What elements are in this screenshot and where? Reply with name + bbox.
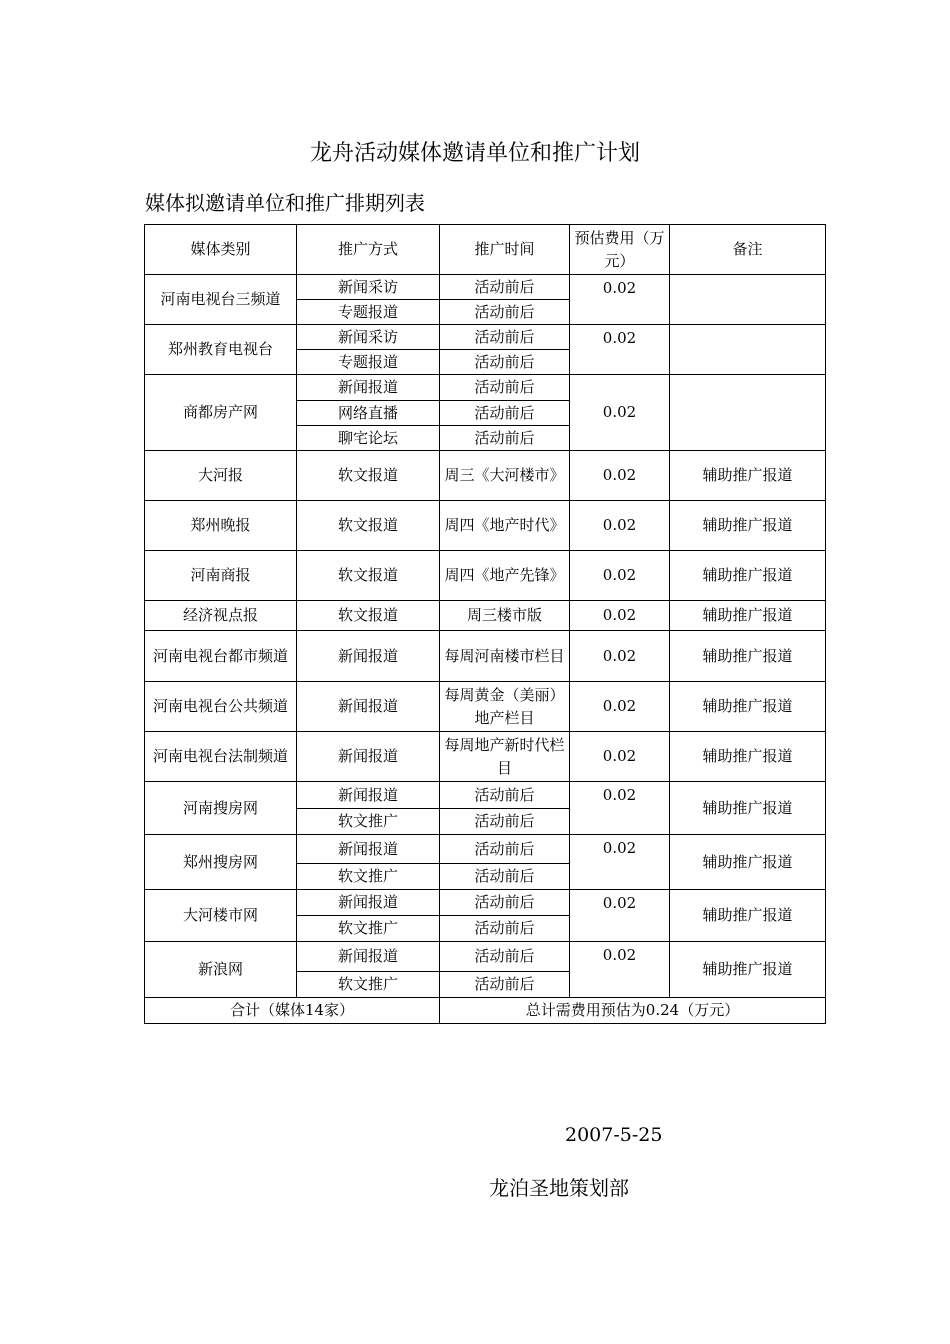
method-cell: 软文报道 xyxy=(297,601,440,631)
table-row xyxy=(145,942,826,972)
method-cell: 新闻报道 xyxy=(297,890,440,916)
table-row xyxy=(145,601,826,631)
department-signature: 龙泊圣地策划部 xyxy=(489,1176,629,1200)
media-name-cell: 经济视点报 xyxy=(145,601,297,631)
total-row xyxy=(145,998,826,1024)
table-row xyxy=(145,325,826,350)
note-cell xyxy=(670,275,826,325)
time-cell: 周三《大河楼市》 xyxy=(440,451,570,501)
time-cell: 活动前后 xyxy=(440,809,570,835)
cost-cell: 0.02 xyxy=(570,942,670,998)
time-cell: 活动前后 xyxy=(440,401,570,426)
method-cell: 新闻报道 xyxy=(297,942,440,972)
method-cell: 新闻报道 xyxy=(297,375,440,401)
note-cell: 辅助推广报道 xyxy=(670,835,826,890)
method-cell: 新闻报道 xyxy=(297,782,440,809)
table-row xyxy=(145,732,826,782)
note-cell: 辅助推广报道 xyxy=(670,501,826,551)
method-cell: 新闻报道 xyxy=(297,682,440,732)
header-note: 备注 xyxy=(670,225,826,275)
header-media-type: 媒体类别 xyxy=(145,225,297,275)
table-row xyxy=(145,890,826,916)
table-row xyxy=(145,275,826,300)
method-cell: 软文推广 xyxy=(297,864,440,890)
method-cell: 新闻报道 xyxy=(297,732,440,782)
time-cell: 活动前后 xyxy=(440,300,570,325)
time-cell: 周四《地产先锋》 xyxy=(440,551,570,601)
cost-cell: 0.02 xyxy=(570,551,670,601)
table-row xyxy=(145,375,826,401)
table-row xyxy=(145,782,826,809)
cost-cell: 0.02 xyxy=(570,601,670,631)
note-cell: 辅助推广报道 xyxy=(670,682,826,732)
method-cell: 软文推广 xyxy=(297,916,440,942)
cost-cell: 0.02 xyxy=(570,835,670,890)
cost-cell: 0.02 xyxy=(570,275,670,325)
note-cell: 辅助推广报道 xyxy=(670,782,826,835)
table-row xyxy=(145,551,826,601)
method-cell: 聊宅论坛 xyxy=(297,426,440,451)
time-cell: 每周地产新时代栏目 xyxy=(440,732,570,782)
media-name-cell: 郑州搜房网 xyxy=(145,835,297,890)
note-cell xyxy=(670,325,826,375)
media-name-cell: 河南电视台三频道 xyxy=(145,275,297,325)
time-cell: 周四《地产时代》 xyxy=(440,501,570,551)
time-cell: 活动前后 xyxy=(440,864,570,890)
time-cell: 活动前后 xyxy=(440,375,570,401)
method-cell: 软文报道 xyxy=(297,551,440,601)
media-schedule-table xyxy=(144,224,826,1024)
media-name-cell: 新浪网 xyxy=(145,942,297,998)
cost-cell: 0.02 xyxy=(570,325,670,375)
method-cell: 新闻报道 xyxy=(297,835,440,864)
total-media-count: 合计（媒体14家） xyxy=(145,998,440,1024)
cost-cell: 0.02 xyxy=(570,782,670,835)
note-cell: 辅助推广报道 xyxy=(670,601,826,631)
method-cell: 专题报道 xyxy=(297,300,440,325)
note-cell: 辅助推广报道 xyxy=(670,732,826,782)
time-cell: 周三楼市版 xyxy=(440,601,570,631)
media-name-cell: 郑州教育电视台 xyxy=(145,325,297,375)
media-name-cell: 河南电视台都市频道 xyxy=(145,631,297,682)
note-cell xyxy=(670,375,826,451)
method-cell: 专题报道 xyxy=(297,350,440,375)
method-cell: 网络直播 xyxy=(297,401,440,426)
header-time: 推广时间 xyxy=(440,225,570,275)
note-cell: 辅助推广报道 xyxy=(670,942,826,998)
time-cell: 活动前后 xyxy=(440,916,570,942)
time-cell: 活动前后 xyxy=(440,890,570,916)
method-cell: 新闻采访 xyxy=(297,325,440,350)
media-name-cell: 郑州晚报 xyxy=(145,501,297,551)
time-cell: 活动前后 xyxy=(440,325,570,350)
method-cell: 软文报道 xyxy=(297,501,440,551)
table-row xyxy=(145,451,826,501)
method-cell: 软文推广 xyxy=(297,972,440,998)
cost-cell: 0.02 xyxy=(570,501,670,551)
time-cell: 活动前后 xyxy=(440,835,570,864)
time-cell: 每周黄金（美丽）地产栏目 xyxy=(440,682,570,732)
total-cost-summary: 总计需费用预估为0.24（万元） xyxy=(440,998,826,1024)
table-row xyxy=(145,835,826,864)
table-row xyxy=(145,631,826,682)
media-name-cell: 大河楼市网 xyxy=(145,890,297,942)
cost-cell: 0.02 xyxy=(570,682,670,732)
header-row xyxy=(145,225,826,275)
document-date: 2007-5-25 xyxy=(565,1124,663,1146)
table-row xyxy=(145,501,826,551)
media-name-cell: 大河报 xyxy=(145,451,297,501)
method-cell: 新闻采访 xyxy=(297,275,440,300)
cost-cell: 0.02 xyxy=(570,375,670,451)
time-cell: 每周河南楼市栏目 xyxy=(440,631,570,682)
method-cell: 软文推广 xyxy=(297,809,440,835)
media-name-cell: 商都房产网 xyxy=(145,375,297,451)
media-name-cell: 河南搜房网 xyxy=(145,782,297,835)
cost-cell: 0.02 xyxy=(570,631,670,682)
table-row xyxy=(145,682,826,732)
media-name-cell: 河南商报 xyxy=(145,551,297,601)
note-cell: 辅助推广报道 xyxy=(670,890,826,942)
time-cell: 活动前后 xyxy=(440,782,570,809)
method-cell: 软文报道 xyxy=(297,451,440,501)
cost-cell: 0.02 xyxy=(570,451,670,501)
cost-cell: 0.02 xyxy=(570,890,670,942)
note-cell: 辅助推广报道 xyxy=(670,451,826,501)
header-cost: 预估费用（万元） xyxy=(570,225,670,275)
note-cell: 辅助推广报道 xyxy=(670,631,826,682)
document-title: 龙舟活动媒体邀请单位和推广计划 xyxy=(309,141,640,166)
time-cell: 活动前后 xyxy=(440,350,570,375)
time-cell: 活动前后 xyxy=(440,972,570,998)
cost-cell: 0.02 xyxy=(570,732,670,782)
time-cell: 活动前后 xyxy=(440,426,570,451)
media-name-cell: 河南电视台公共频道 xyxy=(145,682,297,732)
media-name-cell: 河南电视台法制频道 xyxy=(145,732,297,782)
note-cell: 辅助推广报道 xyxy=(670,551,826,601)
method-cell: 新闻报道 xyxy=(297,631,440,682)
table-caption: 媒体拟邀请单位和推广排期列表 xyxy=(145,191,425,215)
time-cell: 活动前后 xyxy=(440,942,570,972)
header-method: 推广方式 xyxy=(297,225,440,275)
time-cell: 活动前后 xyxy=(440,275,570,300)
